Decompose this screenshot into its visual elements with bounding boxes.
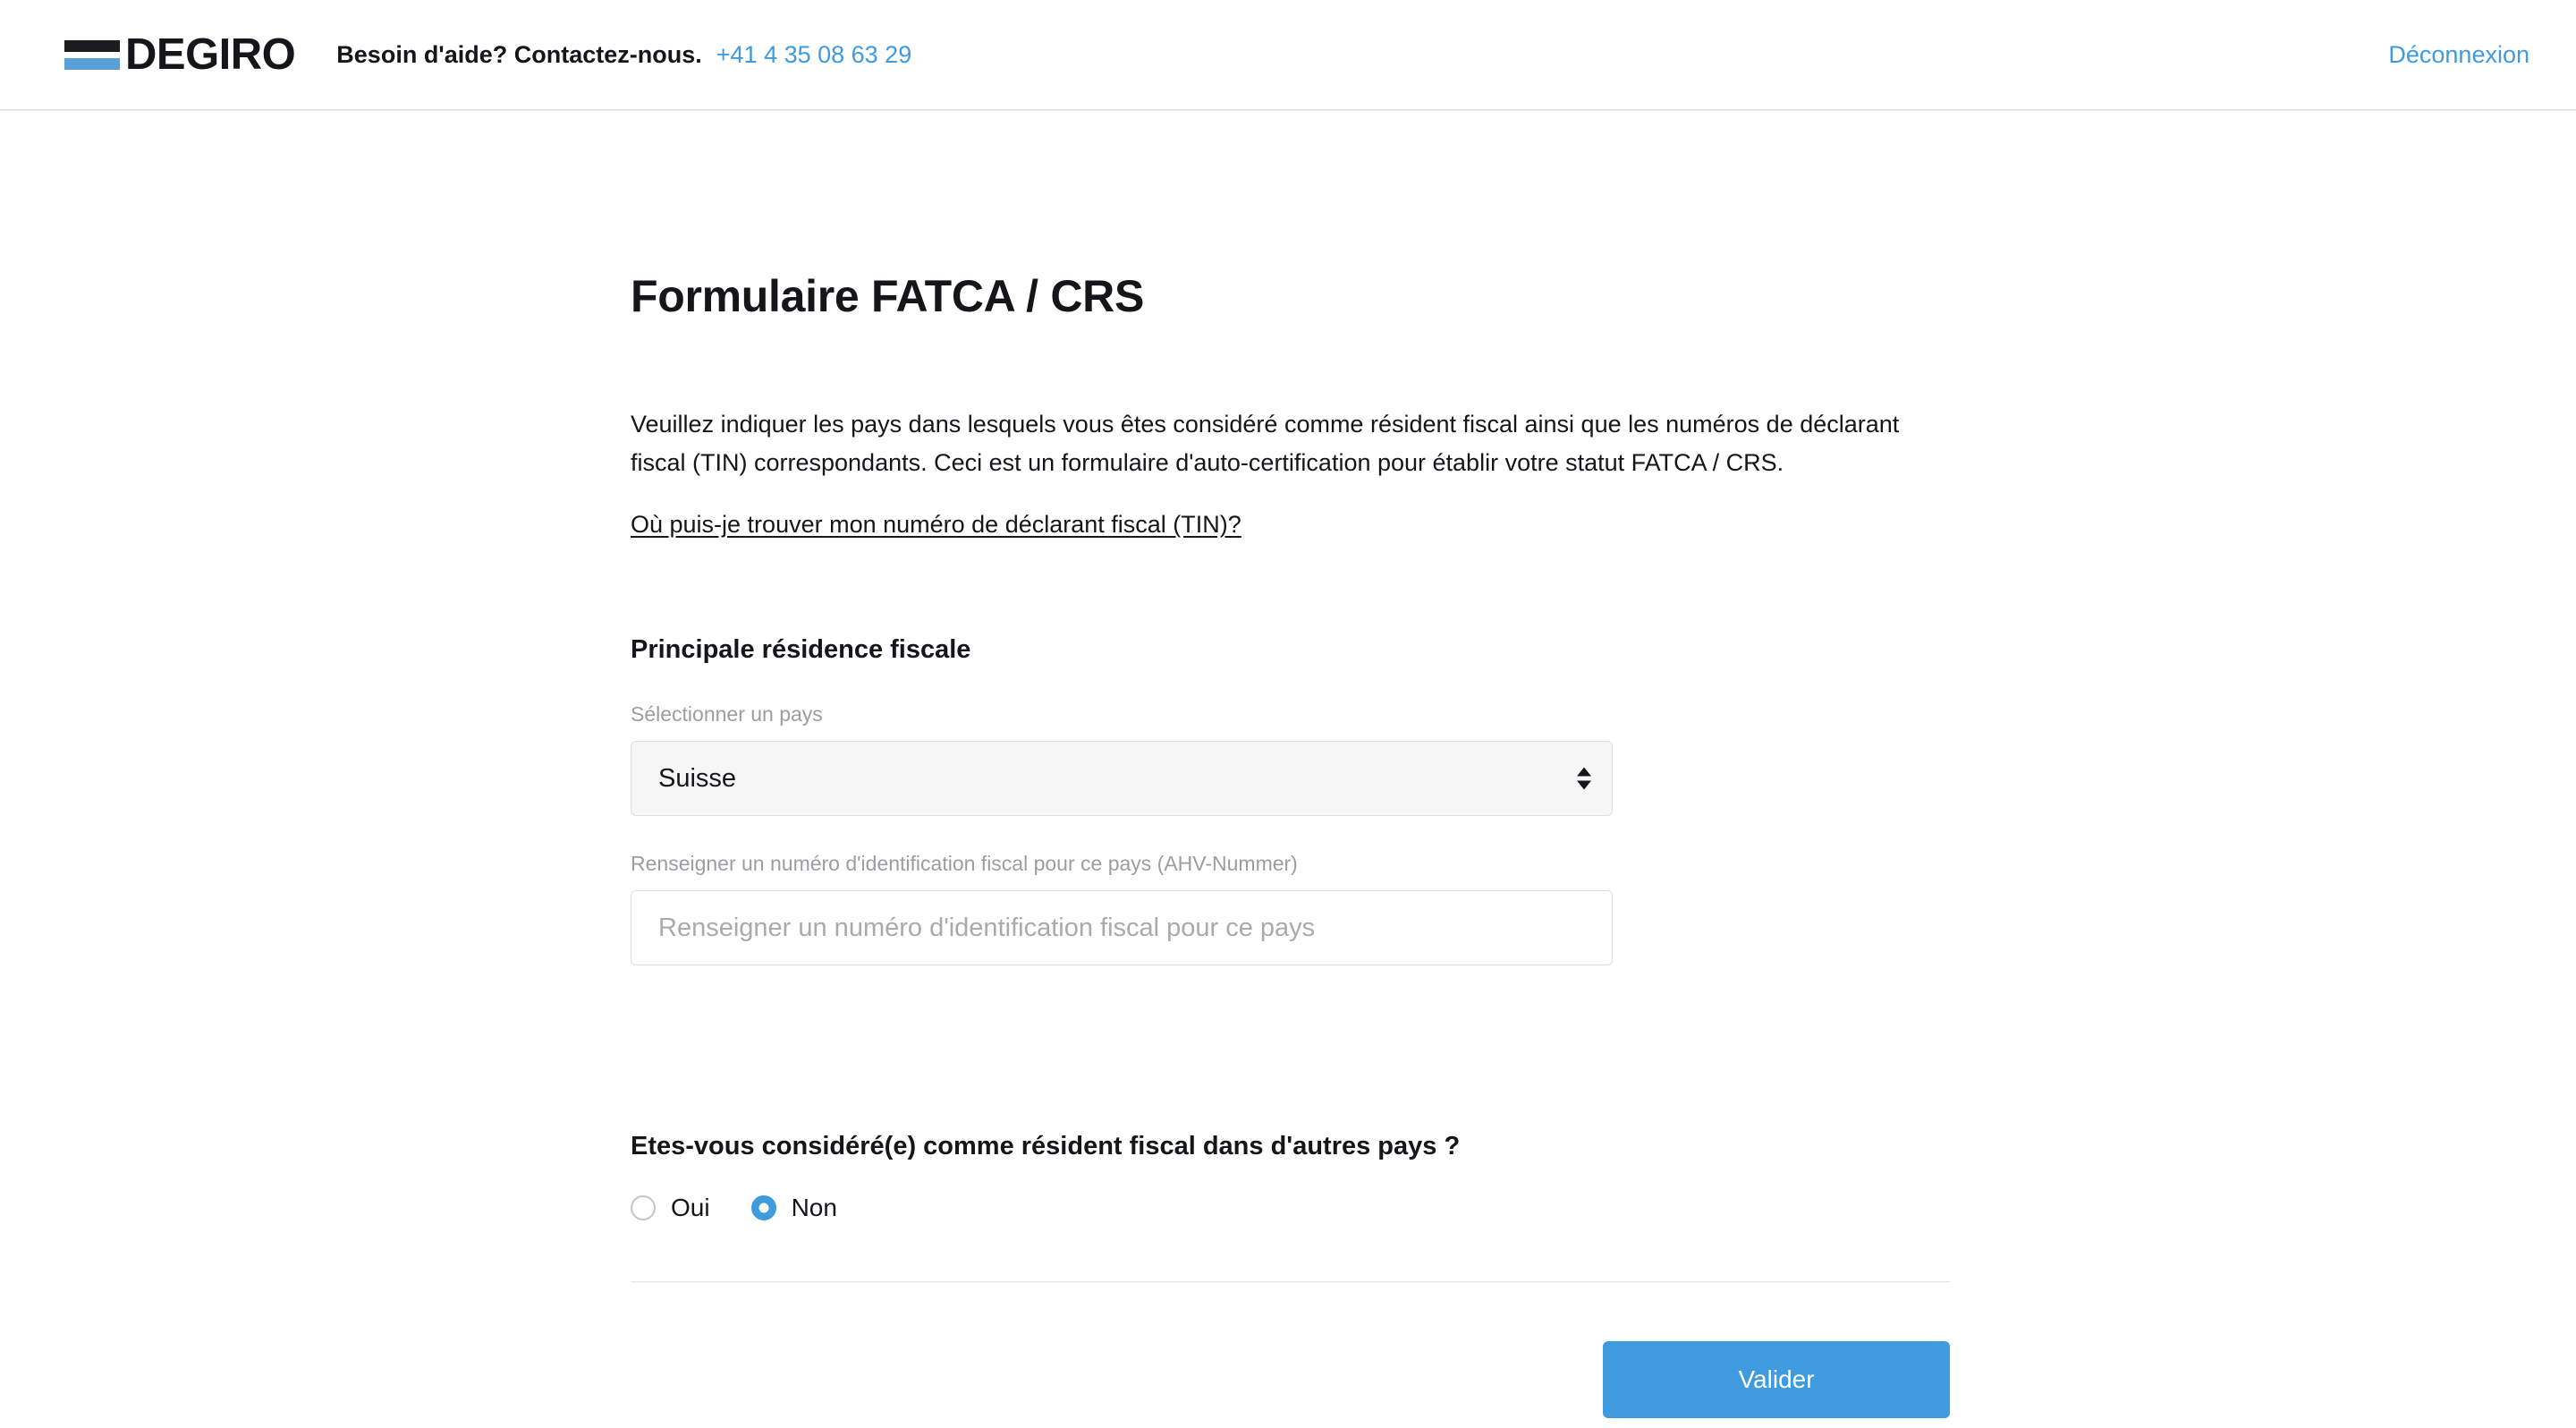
degiro-logo [64, 30, 296, 79]
radio-dot-icon[interactable] [751, 1195, 776, 1220]
tin-input-label: Renseigner un numéro d'identification fiscal pour ce pays (AHV-Nummer) [631, 852, 1298, 876]
tin-input[interactable] [631, 890, 1613, 965]
help-phone-link[interactable]: +41 4 35 08 63 29 [716, 40, 912, 68]
section-title-main-residence: Principale résidence fiscale [631, 635, 971, 665]
radio-label-non: Non [791, 1194, 837, 1222]
tin-help-link[interactable]: Où puis-je trouver mon numéro de déclarant fiscal (TIN)? [631, 511, 1241, 539]
app-header [0, 0, 2576, 111]
help-text: Besoin d'aide? Contactez-nous. [336, 40, 702, 68]
intro-paragraph: Veuillez indiquer les pays dans lesquels vous êtes considéré comme résident fiscal ainsi que les numéros de déclarant fiscal (TIN) correspondants. Ceci est un formulaire d'auto-certification pour établir votre statut FATCA / CRS. [631, 411, 1900, 476]
form-actions [631, 1341, 1950, 1418]
country-select[interactable] [631, 741, 1613, 816]
page-title: Formulaire FATCA / CRS [631, 271, 1145, 321]
country-select-label: Sélectionner un pays [631, 702, 823, 727]
logout-link[interactable]: Déconnexion [2388, 40, 2529, 68]
radio-dot-icon[interactable] [631, 1195, 656, 1220]
radio-label-oui: Oui [671, 1194, 710, 1222]
radio-option-non[interactable] [751, 1194, 837, 1222]
submit-button[interactable]: Valider [1603, 1341, 1950, 1418]
logo-bars-icon [64, 40, 120, 70]
country-select-wrapper[interactable] [631, 741, 1613, 816]
form-divider [631, 1281, 1950, 1282]
page-body [0, 270, 2576, 1418]
radio-option-oui[interactable] [631, 1194, 710, 1222]
logo-text: DEGIRO [125, 30, 296, 79]
other-residency-radio-group [631, 1194, 1950, 1222]
form-container [631, 270, 1950, 1418]
other-residency-question: Etes-vous considéré(e) comme résident fiscal dans d'autres pays ? [631, 1132, 1461, 1161]
